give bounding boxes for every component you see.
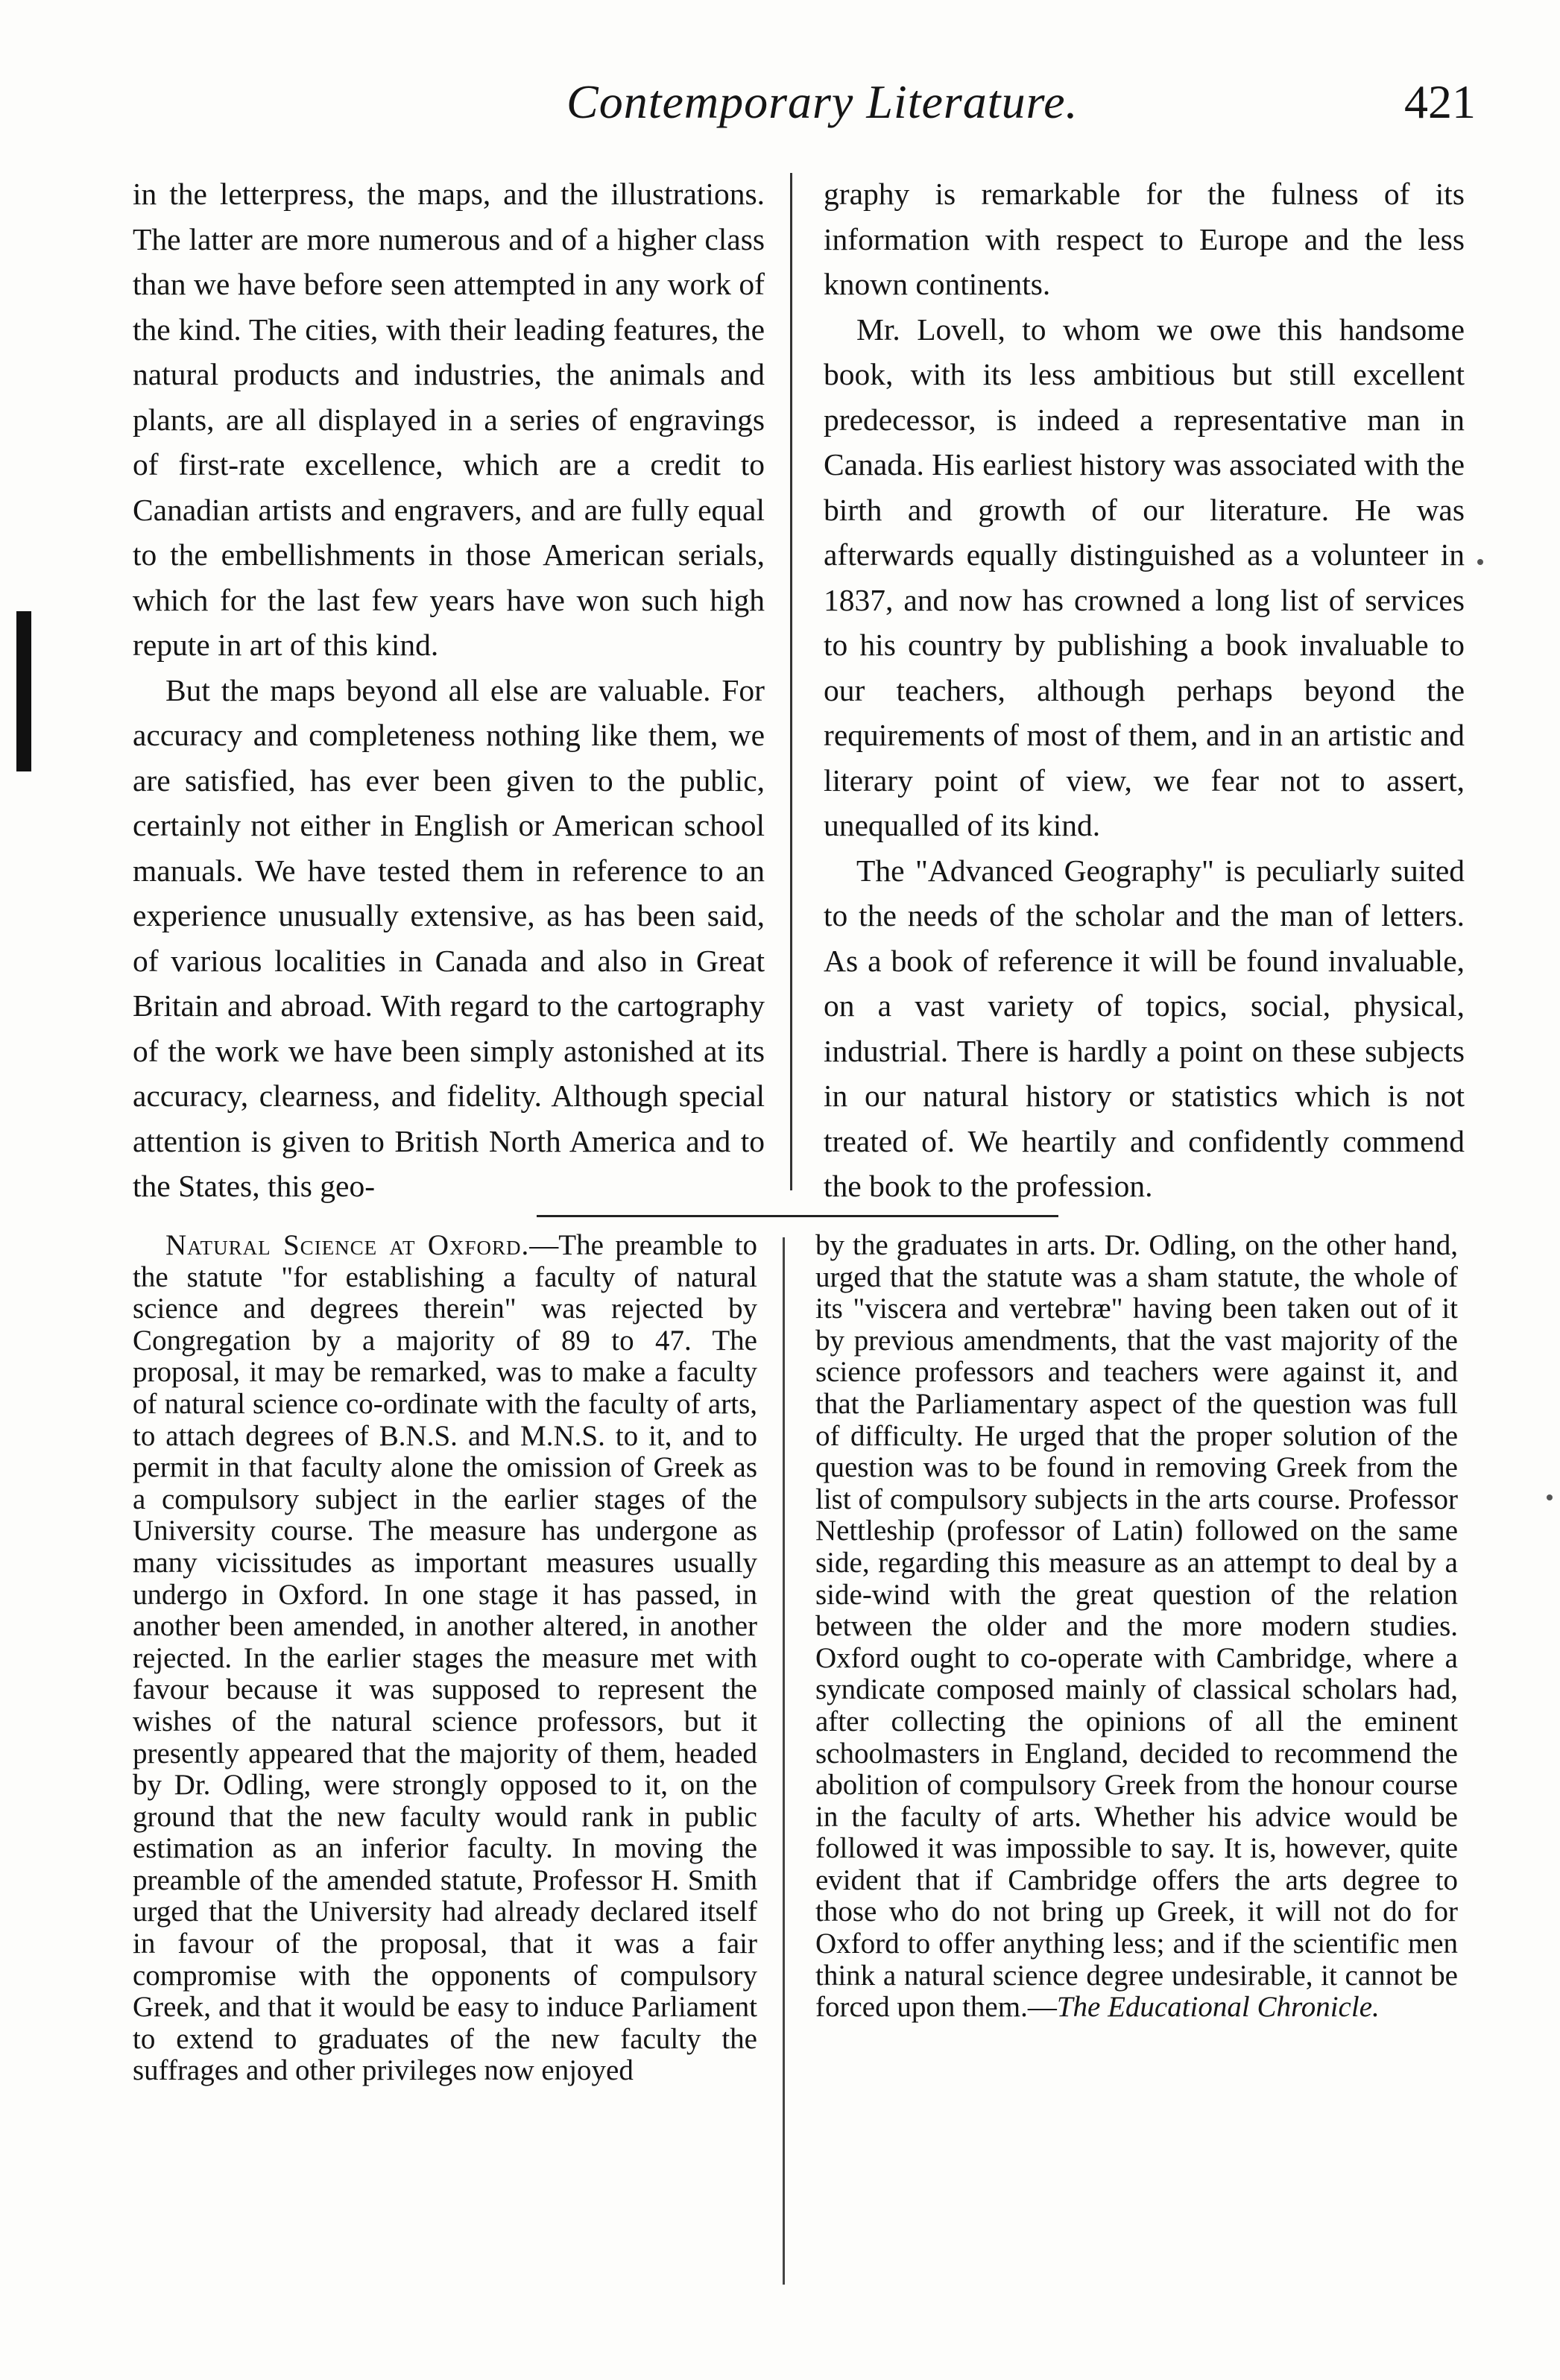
paragraph: in the letterpress, the maps, and the illustrations. The latter are more numerous and of a higher class than we have before seen attempted in any work of the kind. The cities, with their leading features, the natural products and industries, the animals and plants, are all displayed in a series of engravings of first-rate excellence, which are a credit to Canadian artists and engravers, and are fully equal to the embellishments in those American serials, which for the last few years have won such high repute in art of this kind. — [133, 177, 765, 662]
paragraph: But the maps beyond all else are valuable. For accuracy and completeness nothing like them, we are satisfied, has ever been given to the public, certainly not either in English or American school manuals. We have tested them in reference to an experience unusually extensive, as has been said, of various localities in Canada and also in Great Britain and abroad. With regard to the cartography of the work we have been simply astonished at its accuracy, clearness, and fidelity. Although special attention is given to British North America and to the States, this geo- — [133, 672, 765, 1203]
article-paragraph — [815, 1230, 1458, 2024]
scan-speck — [1477, 559, 1483, 565]
column-divider — [790, 173, 792, 1190]
section-divider — [537, 1215, 1058, 1217]
lower-left-column — [133, 1230, 757, 2087]
paragraph: The "Advanced Geography" is peculiarly suited to the needs of the scholar and the man of letters. As a book of reference it will be found invaluable, on a vast variety of topics, social, physical, industrial. There is hardly a point on these subjects in our natural history or statistics which is not treated of. We heartily and confidently commend the book to the profession. — [824, 853, 1465, 1203]
upper-right-column — [824, 171, 1465, 1209]
article-text: —The preamble to the statute "for establishing a faculty of natural science and degrees therein" was rejected by Congregation by a majority of 89 to 47. The proposal, it may be remarked, was to make a faculty of natural science co-ordinate with the faculty of arts, to attach degrees of B.N.S. and M.N.S. to it, and to permit in that faculty alone the omission of Greek as a compulsory subject in the earlier stages of the University course. The measure has undergone as many vicissitudes as important measures usually undergo in Oxford. In one stage it has passed, in another been amended, in another altered, in another rejected. In the earlier stages the measure met with favour because it was supposed to represent the wishes of the natural science professors, but it presently appeared that the majority of them, headed by Dr. Odling, were strongly opposed to it, on the ground that the new faculty would rank in public estimation as an inferior faculty. In moving the preamble of the amended statute, Professor H. Smith urged that the University had already declared itself in favour of the proposal, that it was a fair compromise with the opponents of compulsory Greek, and that it would be easy to induce Parliament to extend to graduates of the new faculty the suffrages and other privileges now enjoyed — [133, 1229, 758, 2087]
lower-right-column — [815, 1230, 1458, 2024]
upper-left-column — [133, 171, 765, 1209]
article-text: by the graduates in arts. Dr. Odling, on the other hand, urged that the statute was a sham statute, the whole of its "viscera and vertebræ" having been taken out of it by previous amendments, that the vast majority of the science professors and teachers were against it, and that the Parliamentary aspect of the question was full of difficulty. He urged that the proper solution of the question was to be found in removing Greek from the list of compulsory subjects in the arts course. Professor Nettleship (professor of Latin) followed on the same side, regarding this measure as an attempt to deal by a side-wind with the great question of the relation between the older and the more modern studies. Oxford ought to co-operate with Cambridge, where a syndicate composed mainly of classical scholars had, after collecting the opinions of all the eminent schoolmasters in England, decided to recommend the abolition of compulsory Greek from the honour course in the faculty of arts. Whether his advice would be followed it was impossible to say. It is, however, quite evident that if Cambridge offers the arts degree to those who do not bring up Greek, it will not do for Oxford to offer anything less; and if the scientific men think a natural science degree undesirable, it cannot be forced upon them.— — [815, 1229, 1458, 2024]
article-paragraph — [133, 1230, 757, 2087]
column-divider — [783, 1237, 785, 2285]
source-citation: The Educational Chronicle. — [1056, 1991, 1380, 2024]
scan-margin-mark — [16, 611, 31, 771]
paragraph: Mr. Lovell, to whom we owe this handsome book, with its less ambitious but still excellent predecessor, is indeed a representative man in Canada. His earliest history was associated with the birth and growth of our literature. He was afterwards equally distinguished as a volunteer in 1837, and now has crowned a long list of services to his country by publishing a book invaluable to our teachers, although perhaps beyond the requirements of most of them, and in an artistic and literary point of view, we fear not to assert, unequalled of its kind. — [824, 312, 1465, 842]
page-number: 421 — [1404, 75, 1476, 128]
running-title: Contemporary Literature. — [566, 75, 1079, 128]
paragraph: graphy is remarkable for the fulness of its information with respect to Europe and the less known continents. — [824, 177, 1465, 301]
page-header — [566, 75, 1476, 134]
article-heading: Natural Science at Oxford. — [165, 1229, 530, 1261]
scan-speck — [1547, 1494, 1553, 1500]
